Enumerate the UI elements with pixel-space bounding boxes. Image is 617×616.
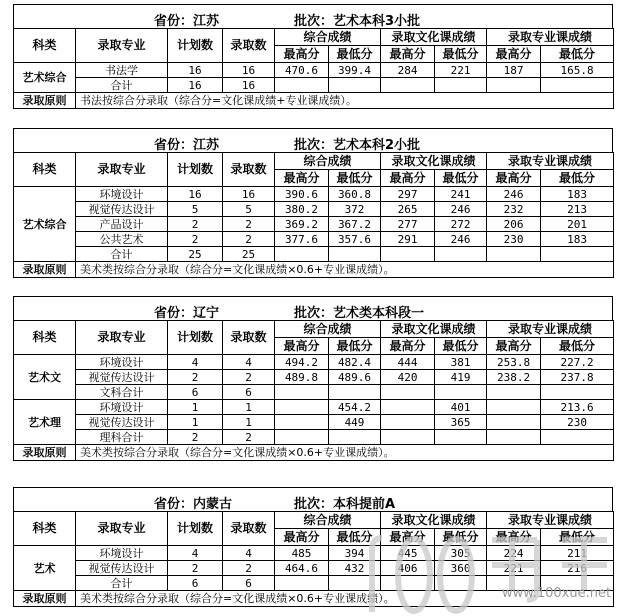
header-min: 最低分 — [435, 46, 487, 63]
header-max: 最高分 — [275, 529, 329, 546]
header-culture: 录取文化课成绩 — [381, 29, 487, 46]
table-row — [14, 430, 614, 445]
plan-cell: 6 — [168, 576, 223, 591]
batch-label: 批次：艺术本科2小批 — [294, 138, 421, 153]
culture-min-cell: 246 — [435, 202, 487, 217]
major-cell: 合计 — [76, 78, 168, 93]
professional-max-cell: 187 — [487, 63, 541, 78]
culture-min-cell: 401 — [435, 400, 487, 415]
composite-min-cell: 449 — [329, 415, 381, 430]
composite-min-cell: 489.6 — [329, 370, 381, 385]
header-plan: 计划数 — [168, 153, 223, 187]
composite-min-cell: 357.6 — [329, 232, 381, 247]
subject-type-cell: 艺术 — [14, 546, 76, 591]
composite-min-cell: 399.4 — [329, 63, 381, 78]
culture-min-cell: 305 — [435, 546, 487, 561]
header-max: 最高分 — [381, 338, 435, 355]
header-min: 最低分 — [435, 170, 487, 187]
composite-min-cell: 432 — [329, 561, 381, 576]
professional-min-cell: 213 — [541, 202, 614, 217]
professional-max-cell — [487, 247, 541, 262]
header-max: 最高分 — [381, 529, 435, 546]
professional-min-cell: 183 — [541, 232, 614, 247]
professional-max-cell: 224 — [487, 546, 541, 561]
admitted-cell: 25 — [223, 247, 275, 262]
culture-max-cell — [381, 415, 435, 430]
composite-max-cell: 489.8 — [275, 370, 329, 385]
culture-min-cell — [435, 576, 487, 591]
culture-min-cell: 360 — [435, 561, 487, 576]
plan-cell: 16 — [168, 78, 223, 93]
culture-min-cell: 272 — [435, 217, 487, 232]
admitted-cell: 2 — [223, 430, 275, 445]
professional-min-cell: 237.8 — [541, 370, 614, 385]
culture-min-cell: 365 — [435, 415, 487, 430]
plan-cell: 6 — [168, 385, 223, 400]
header-min: 最低分 — [541, 529, 614, 546]
plan-cell: 16 — [168, 63, 223, 78]
professional-min-cell: 227.2 — [541, 355, 614, 370]
principle-label: 录取原则 — [14, 93, 76, 109]
major-cell: 视觉传达设计 — [76, 202, 168, 217]
culture-max-cell — [381, 400, 435, 415]
professional-max-cell — [487, 78, 541, 93]
header-min: 最低分 — [329, 338, 381, 355]
culture-max-cell: 291 — [381, 232, 435, 247]
admitted-cell: 16 — [223, 78, 275, 93]
subject-type-cell: 艺术文 — [14, 355, 76, 400]
professional-min-cell: 213.6 — [541, 400, 614, 415]
major-cell: 环境设计 — [76, 355, 168, 370]
composite-min-cell: 360.8 — [329, 187, 381, 202]
culture-max-cell: 284 — [381, 63, 435, 78]
header-max: 最高分 — [381, 170, 435, 187]
table-row — [14, 217, 614, 232]
header-plan: 计划数 — [168, 512, 223, 546]
batch-label: 批次：艺术本科3小批 — [294, 14, 421, 29]
header-professional: 录取专业课成绩 — [487, 29, 614, 46]
table-row — [14, 232, 614, 247]
subject-type-cell: 艺术理 — [14, 400, 76, 445]
culture-max-cell: 445 — [381, 546, 435, 561]
major-cell: 视觉传达设计 — [76, 370, 168, 385]
professional-min-cell — [541, 385, 614, 400]
score-table — [13, 28, 614, 109]
header-subject-type: 科类 — [14, 153, 76, 187]
admitted-cell: 1 — [223, 400, 275, 415]
composite-min-cell: 372 — [329, 202, 381, 217]
header-major: 录取专业 — [76, 29, 168, 63]
admitted-cell: 2 — [223, 217, 275, 232]
principle-text: 美术类按综合分录取（综合分=文化课成绩×0.6+专业课成绩）。 — [76, 262, 614, 278]
table-row — [14, 247, 614, 262]
professional-min-cell: 201 — [541, 217, 614, 232]
principle-label: 录取原则 — [14, 262, 76, 278]
admitted-cell: 6 — [223, 385, 275, 400]
header-max: 最高分 — [275, 170, 329, 187]
header-major: 录取专业 — [76, 512, 168, 546]
table-row — [14, 63, 614, 78]
header-professional: 录取专业课成绩 — [487, 153, 614, 170]
score-table — [13, 320, 614, 461]
professional-max-cell: 206 — [487, 217, 541, 232]
header-max: 最高分 — [275, 46, 329, 63]
culture-min-cell: 381 — [435, 355, 487, 370]
score-table — [13, 152, 614, 278]
plan-cell: 5 — [168, 202, 223, 217]
header-min: 最低分 — [541, 46, 614, 63]
culture-max-cell — [381, 430, 435, 445]
table-row — [14, 78, 614, 93]
header-admitted: 录取数 — [223, 153, 275, 187]
header-admitted: 录取数 — [223, 321, 275, 355]
composite-min-cell — [329, 385, 381, 400]
header-culture: 录取文化课成绩 — [381, 512, 487, 529]
plan-cell: 2 — [168, 430, 223, 445]
major-cell: 环境设计 — [76, 187, 168, 202]
header-max: 最高分 — [487, 338, 541, 355]
culture-max-cell: 444 — [381, 355, 435, 370]
composite-max-cell — [275, 415, 329, 430]
header-subject-type: 科类 — [14, 29, 76, 63]
composite-min-cell: 367.2 — [329, 217, 381, 232]
header-plan: 计划数 — [168, 29, 223, 63]
table-header-line — [13, 128, 613, 152]
major-cell: 文科合计 — [76, 385, 168, 400]
admitted-cell: 4 — [223, 546, 275, 561]
composite-max-cell: 494.2 — [275, 355, 329, 370]
table-row — [14, 187, 614, 202]
table-row — [14, 355, 614, 370]
professional-max-cell: 230 — [487, 232, 541, 247]
header-max: 最高分 — [381, 46, 435, 63]
professional-min-cell — [541, 78, 614, 93]
culture-min-cell: 246 — [435, 232, 487, 247]
table-row — [14, 415, 614, 430]
culture-min-cell — [435, 247, 487, 262]
composite-max-cell: 485 — [275, 546, 329, 561]
plan-cell: 2 — [168, 217, 223, 232]
culture-min-cell: 419 — [435, 370, 487, 385]
composite-max-cell: 464.6 — [275, 561, 329, 576]
table-header-line — [13, 296, 613, 320]
composite-min-cell — [329, 430, 381, 445]
header-subject-type: 科类 — [14, 321, 76, 355]
header-admitted: 录取数 — [223, 29, 275, 63]
header-min: 最低分 — [541, 338, 614, 355]
admitted-cell: 5 — [223, 202, 275, 217]
admitted-cell: 4 — [223, 355, 275, 370]
province-label: 省份：江苏 — [154, 138, 220, 153]
header-admitted: 录取数 — [223, 512, 275, 546]
culture-max-cell: 297 — [381, 187, 435, 202]
subject-type-cell: 艺术综合 — [14, 63, 76, 93]
admission-table-1 — [13, 4, 613, 109]
plan-cell: 4 — [168, 355, 223, 370]
plan-cell: 2 — [168, 232, 223, 247]
composite-max-cell: 377.6 — [275, 232, 329, 247]
culture-min-cell — [435, 430, 487, 445]
header-professional: 录取专业课成绩 — [487, 512, 614, 529]
table-row — [14, 385, 614, 400]
composite-min-cell — [329, 576, 381, 591]
header-max: 最高分 — [487, 170, 541, 187]
major-cell: 合计 — [76, 576, 168, 591]
header-max: 最高分 — [487, 529, 541, 546]
header-major: 录取专业 — [76, 321, 168, 355]
header-major: 录取专业 — [76, 153, 168, 187]
major-cell: 合计 — [76, 247, 168, 262]
composite-max-cell — [275, 400, 329, 415]
header-composite: 综合成绩 — [275, 512, 381, 529]
header-min: 最低分 — [329, 529, 381, 546]
professional-max-cell — [487, 400, 541, 415]
province-label: 省份：内蒙古 — [154, 497, 233, 512]
culture-max-cell — [381, 78, 435, 93]
composite-max-cell — [275, 430, 329, 445]
professional-min-cell: 211 — [541, 546, 614, 561]
professional-max-cell: 232 — [487, 202, 541, 217]
composite-max-cell — [275, 576, 329, 591]
table-row — [14, 546, 614, 561]
major-cell: 理科合计 — [76, 430, 168, 445]
header-min: 最低分 — [435, 529, 487, 546]
composite-max-cell: 369.2 — [275, 217, 329, 232]
header-professional: 录取专业课成绩 — [487, 321, 614, 338]
principle-label: 录取原则 — [14, 591, 76, 607]
batch-label: 批次：本科提前A — [294, 497, 396, 512]
plan-cell: 16 — [168, 187, 223, 202]
professional-max-cell — [487, 385, 541, 400]
header-min: 最低分 — [329, 46, 381, 63]
culture-min-cell: 241 — [435, 187, 487, 202]
principle-text: 美术类按综合分录取（综合分=文化课成绩×0.6+专业课成绩）。 — [76, 591, 614, 607]
table-header-line — [13, 487, 613, 511]
major-cell: 环境设计 — [76, 546, 168, 561]
major-cell: 视觉传达设计 — [76, 415, 168, 430]
plan-cell: 2 — [168, 370, 223, 385]
table-row — [14, 202, 614, 217]
professional-min-cell: 165.8 — [541, 63, 614, 78]
composite-max-cell — [275, 247, 329, 262]
composite-min-cell — [329, 247, 381, 262]
table-header-line — [13, 4, 613, 28]
header-culture: 录取文化课成绩 — [381, 321, 487, 338]
batch-label: 批次：艺术类本科段一 — [294, 306, 425, 321]
header-subject-type: 科类 — [14, 512, 76, 546]
major-cell: 公共艺术 — [76, 232, 168, 247]
plan-cell: 25 — [168, 247, 223, 262]
province-label: 省份：江苏 — [154, 14, 220, 29]
professional-max-cell — [487, 415, 541, 430]
professional-max-cell — [487, 430, 541, 445]
culture-min-cell — [435, 385, 487, 400]
professional-max-cell: 253.8 — [487, 355, 541, 370]
principle-label: 录取原则 — [14, 445, 76, 461]
culture-max-cell: 420 — [381, 370, 435, 385]
admitted-cell: 6 — [223, 576, 275, 591]
professional-max-cell: 246 — [487, 187, 541, 202]
header-plan: 计划数 — [168, 321, 223, 355]
admitted-cell: 2 — [223, 232, 275, 247]
header-min: 最低分 — [435, 338, 487, 355]
major-cell: 环境设计 — [76, 400, 168, 415]
composite-min-cell: 454.2 — [329, 400, 381, 415]
province-label: 省份：辽宁 — [154, 306, 220, 321]
professional-min-cell — [541, 430, 614, 445]
admitted-cell: 16 — [223, 187, 275, 202]
major-cell: 产品设计 — [76, 217, 168, 232]
principle-text: 书法按综合分录取（综合分=文化课成绩+专业课成绩）。 — [76, 93, 614, 109]
admitted-cell: 1 — [223, 415, 275, 430]
header-max: 最高分 — [487, 46, 541, 63]
composite-max-cell — [275, 78, 329, 93]
professional-min-cell: 230 — [541, 415, 614, 430]
admission-table-3 — [13, 296, 613, 461]
composite-min-cell — [329, 78, 381, 93]
composite-max-cell: 390.6 — [275, 187, 329, 202]
composite-max-cell: 470.6 — [275, 63, 329, 78]
culture-min-cell — [435, 78, 487, 93]
composite-min-cell: 482.4 — [329, 355, 381, 370]
admission-table-2 — [13, 128, 613, 278]
plan-cell: 4 — [168, 546, 223, 561]
professional-max-cell: 238.2 — [487, 370, 541, 385]
culture-min-cell: 221 — [435, 63, 487, 78]
header-composite: 综合成绩 — [275, 153, 381, 170]
header-composite: 综合成绩 — [275, 321, 381, 338]
subject-type-cell: 艺术综合 — [14, 187, 76, 262]
composite-max-cell: 380.2 — [275, 202, 329, 217]
plan-cell: 1 — [168, 415, 223, 430]
table-row — [14, 561, 614, 576]
plan-cell: 2 — [168, 561, 223, 576]
culture-max-cell — [381, 247, 435, 262]
header-min: 最低分 — [329, 170, 381, 187]
admitted-cell: 2 — [223, 561, 275, 576]
culture-max-cell — [381, 576, 435, 591]
major-cell: 视觉传达设计 — [76, 561, 168, 576]
principle-text: 美术类按综合分录取（综合分=文化课成绩×0.6+专业课成绩）。 — [76, 445, 614, 461]
culture-max-cell: 265 — [381, 202, 435, 217]
table-row — [14, 370, 614, 385]
admitted-cell: 16 — [223, 63, 275, 78]
professional-min-cell: 216 — [541, 561, 614, 576]
professional-min-cell: 183 — [541, 187, 614, 202]
professional-max-cell: 221 — [487, 561, 541, 576]
plan-cell: 1 — [168, 400, 223, 415]
table-row — [14, 400, 614, 415]
composite-min-cell: 394 — [329, 546, 381, 561]
composite-max-cell — [275, 385, 329, 400]
watermark-site: www.100xue.net — [502, 586, 612, 601]
culture-max-cell: 277 — [381, 217, 435, 232]
culture-max-cell — [381, 385, 435, 400]
header-min: 最低分 — [541, 170, 614, 187]
header-composite: 综合成绩 — [275, 29, 381, 46]
major-cell: 书法学 — [76, 63, 168, 78]
culture-max-cell: 406 — [381, 561, 435, 576]
header-max: 最高分 — [275, 338, 329, 355]
header-culture: 录取文化课成绩 — [381, 153, 487, 170]
admitted-cell: 2 — [223, 370, 275, 385]
professional-min-cell — [541, 247, 614, 262]
